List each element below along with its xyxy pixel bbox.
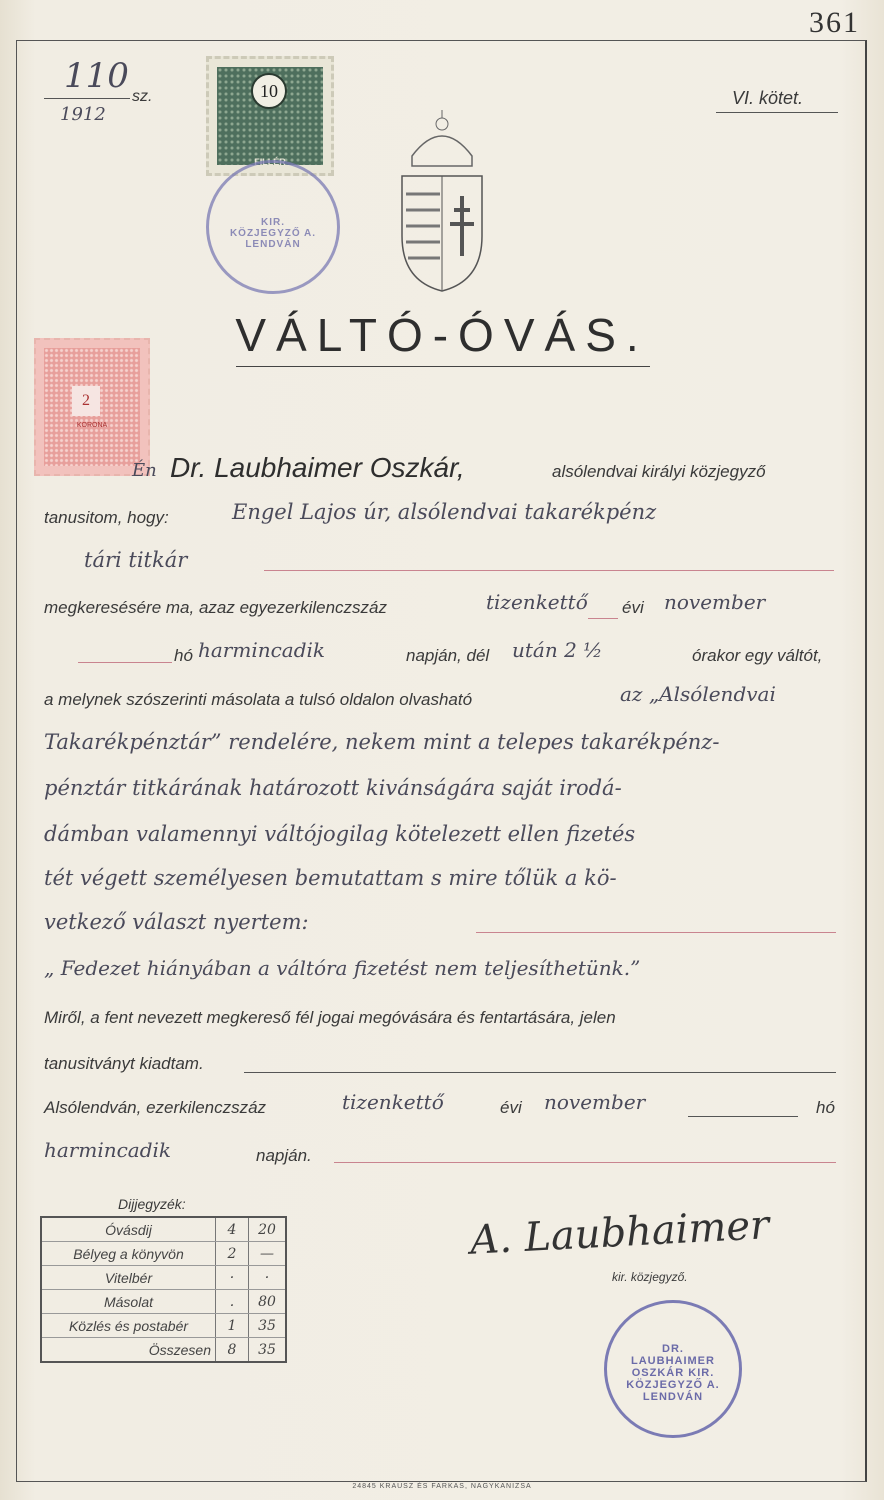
registry-year: 1912 [60, 104, 106, 125]
line-mirol: Miről, a fent nevezett megkereső fél jogai megóvására és fentartására, jelen [44, 1008, 616, 1027]
fee-row [41, 1242, 286, 1266]
fee-row [41, 1314, 286, 1338]
page-number: 361 [809, 6, 860, 39]
evi-label-2: évi [500, 1098, 522, 1117]
fill-line [688, 1116, 798, 1117]
hand-day: harmincadik [198, 638, 326, 662]
hand-bank: az „Alsólendvai [620, 682, 776, 706]
fee-row [41, 1290, 286, 1314]
hand-line-4: tét végett személyesen bemutattam s mire tőlük a kö- [44, 866, 617, 890]
fee-korona: 1 [216, 1314, 249, 1338]
notary-signature: A. Laubhaimer [469, 1202, 771, 1264]
registry-number: 110 [64, 56, 129, 96]
hand-line-3: dámban valamennyi váltójogilag kötelezett ellen fizetés [44, 822, 636, 846]
fee-korona: 4 [216, 1217, 249, 1242]
hand-line-6: „ Fedezet hiányában a váltóra fizetést nem teljesíthetünk.” [44, 956, 641, 980]
fee-korona: 8 [216, 1338, 249, 1363]
registry-number-rule [44, 98, 130, 99]
napjan-label: napján. [256, 1146, 312, 1165]
ho-label-2: hó [816, 1098, 835, 1117]
napjan-del-label: napján, dél [406, 646, 490, 665]
fee-filler: 20 [249, 1217, 287, 1242]
fee-label: Óvásdij [41, 1217, 216, 1242]
signature-caption: kir. közjegyző. [612, 1270, 688, 1284]
title-rule [236, 366, 650, 367]
hand-time: után 2 ½ [512, 638, 603, 662]
fee-label: Közlés és postabér [41, 1314, 216, 1338]
fee-filler: — [249, 1242, 287, 1266]
sz-label: sz. [132, 88, 153, 105]
document-title: VÁLTÓ-ÓVÁS. [235, 309, 649, 361]
notary-seal-bottom [604, 1300, 742, 1438]
evi-label: évi [622, 598, 644, 617]
coat-of-arms-icon [392, 106, 492, 296]
fill-line [334, 1162, 836, 1163]
hand-en: Én [132, 460, 157, 481]
line-masolata: a melynek szószerinti másolata a tulsó oldalon olvasható [44, 690, 473, 709]
fill-line [244, 1072, 836, 1073]
fee-row [41, 1266, 286, 1290]
ho-label: hó [174, 646, 193, 665]
fee-table-title: Dijjegyzék: [118, 1196, 186, 1212]
line-megkeresesere: megkeresésére ma, azaz egyezerkilenczszáz [44, 598, 387, 617]
notary-title: alsólendvai királyi közjegyző [552, 462, 766, 481]
hand-line-1: Takarékpénztár” rendelére, nekem mint a telepes takarékpénz- [44, 730, 720, 754]
fee-filler: 35 [249, 1314, 287, 1338]
hand-line-5: vetkező választ nyertem: [44, 910, 309, 934]
line-tanusitom: tanusitom, hogy: [44, 508, 169, 527]
orakor-label: órakor egy váltót, [692, 646, 823, 665]
fee-label: Vitelbér [41, 1266, 216, 1290]
volume-rule [716, 112, 838, 113]
hand-year-word-2: tizenkettő [342, 1090, 444, 1114]
fee-total-row [41, 1338, 286, 1363]
fill-line [264, 570, 834, 571]
revenue-stamp-2-korona [34, 338, 150, 476]
line-alsolendvan: Alsólendván, ezerkilenczszáz [44, 1098, 267, 1117]
fee-korona: . [216, 1290, 249, 1314]
notary-seal-top [206, 160, 340, 294]
fee-label: Másolat [41, 1290, 216, 1314]
printer-imprint: 24845 KRAUSZ ÉS FARKAS, NAGYKANIZSA [352, 1483, 532, 1490]
fee-korona: 2 [216, 1242, 249, 1266]
hand-title: tári titkár [84, 548, 188, 572]
hand-month: november [664, 590, 766, 614]
fee-korona: · [216, 1266, 249, 1290]
revenue-stamp-10-filler [206, 56, 334, 176]
fee-filler: 35 [249, 1338, 287, 1363]
fee-table [40, 1216, 287, 1363]
hand-year-word: tizenkettő [486, 590, 588, 614]
hand-day-2: harmincadik [44, 1138, 172, 1162]
stamp-label: FILLÉR [254, 157, 286, 167]
fee-label: Bélyeg a könyvön [41, 1242, 216, 1266]
volume-label: VI. kötet. [732, 88, 804, 108]
hand-line-2: pénztár titkárának határozott kivánságára saját irodá- [44, 776, 622, 800]
seal-text: DR. LAUBHAIMER OSZKÁR KIR. KÖZJEGYZŐ A. LENDVÁN [626, 1343, 720, 1403]
line-tanusitvany: tanusitványt kiadtam. [44, 1054, 204, 1073]
fee-filler: · [249, 1266, 287, 1290]
fee-row [41, 1217, 286, 1242]
fee-filler: 80 [249, 1290, 287, 1314]
hand-requester: Engel Lajos úr, alsólendvai takarékpénz [232, 500, 657, 524]
hand-month-2: november [544, 1090, 646, 1114]
stamp-label: KORONA [76, 422, 108, 429]
stamp-value: 2 [72, 386, 100, 416]
fee-label: Összesen [41, 1338, 216, 1363]
notary-name: Dr. Laubhaimer Oszkár, [170, 452, 465, 483]
seal-text: KIR. KÖZJEGYZŐ A. LENDVÁN [229, 217, 317, 250]
fill-line [476, 932, 836, 933]
fill-line [78, 662, 172, 663]
fill-line [588, 618, 618, 619]
stamp-value: 10 [251, 73, 287, 109]
